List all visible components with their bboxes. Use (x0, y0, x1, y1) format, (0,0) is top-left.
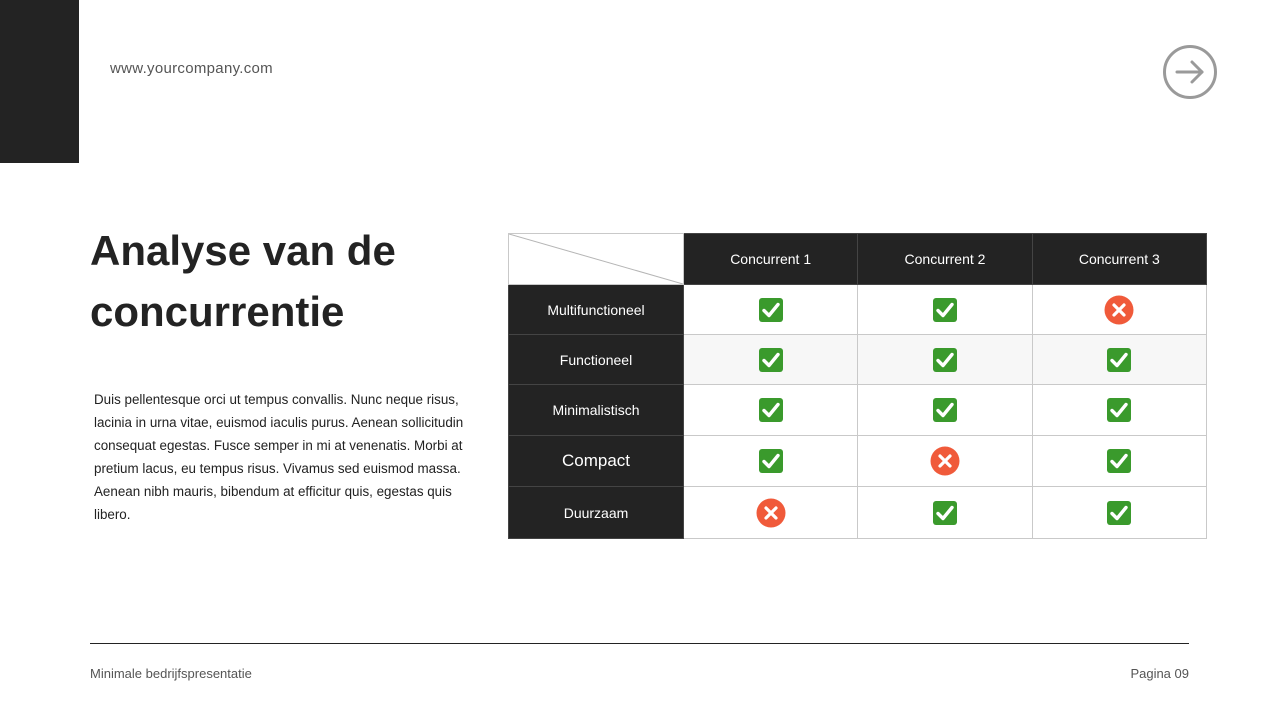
table-cell (1032, 487, 1206, 539)
body-paragraph: Duis pellentesque orci ut tempus convallis. Nunc neque risus, lacinia in urna vitae, euismod iaculis purus. Aenean sollicitudin consequat egestas. Fusce semper in mi at venenatis. Morbi at pretium lacus, eu tempus risus. Vivamus sed euismod massa. Aenean nibh mauris, bibendum at efficitur quis, egestas quis libero. (94, 392, 464, 522)
table-cell (1032, 436, 1206, 487)
table-cell (858, 285, 1032, 335)
table-cell (858, 436, 1032, 487)
row-header: Duurzaam (509, 487, 684, 539)
table-cell (858, 335, 1032, 385)
column-header: Concurrent 1 (684, 234, 858, 285)
check-icon (1104, 446, 1134, 476)
check-icon (930, 295, 960, 325)
table-row (509, 436, 1207, 487)
cross-icon (1104, 295, 1134, 325)
check-icon (1104, 395, 1134, 425)
table-row (509, 285, 1207, 335)
column-header: Concurrent 3 (1032, 234, 1206, 285)
footer-title: Minimale bedrijfspresentatie (90, 666, 252, 681)
cross-icon (756, 498, 786, 528)
cross-icon (930, 446, 960, 476)
check-icon (756, 345, 786, 375)
check-icon (930, 345, 960, 375)
table-corner-cell (509, 234, 684, 285)
check-icon (930, 395, 960, 425)
diagonal-line (509, 234, 683, 284)
check-icon (756, 295, 786, 325)
table-row (509, 335, 1207, 385)
corner-decoration (0, 0, 79, 163)
website-url: www.yourcompany.com (110, 60, 273, 77)
page-number: Pagina 09 (1130, 666, 1189, 681)
check-icon (1104, 345, 1134, 375)
table-cell (858, 385, 1032, 436)
column-header: Concurrent 2 (858, 234, 1032, 285)
footer-divider (90, 643, 1189, 644)
table-cell (684, 335, 858, 385)
table-cell (1032, 285, 1206, 335)
check-icon (756, 446, 786, 476)
check-icon (756, 395, 786, 425)
page-title: Analyse van de concurrentie (90, 227, 396, 335)
comparison-table (508, 233, 1207, 539)
table-cell (684, 487, 858, 539)
table-row (509, 487, 1207, 539)
table-cell (684, 285, 858, 335)
row-header: Minimalistisch (509, 385, 684, 436)
row-header: Compact (509, 436, 684, 487)
table-cell (1032, 335, 1206, 385)
table-cell (684, 385, 858, 436)
check-icon (1104, 498, 1134, 528)
table-cell (1032, 385, 1206, 436)
table-row (509, 385, 1207, 436)
row-header: Multifunctioneel (509, 285, 684, 335)
table-cell (858, 487, 1032, 539)
arrow-right-circle-icon (1162, 44, 1218, 100)
row-header: Functioneel (509, 335, 684, 385)
check-icon (930, 498, 960, 528)
table-cell (684, 436, 858, 487)
next-slide-button[interactable] (1162, 44, 1218, 100)
